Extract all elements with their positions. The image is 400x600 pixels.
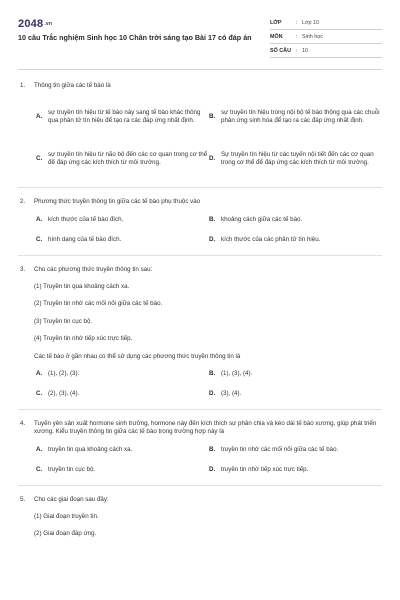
question-divider [18,187,382,188]
question-number: 3. [20,265,26,273]
option-text: (1), (3), (4). [221,370,253,378]
option-c[interactable] [36,466,209,474]
question-text: Phương thức truyền thông tin giữa các tế bào phụ thuộc vào [34,198,201,206]
site-logo[interactable] [18,18,52,30]
statement-item: (1) Truyền tin qua khoảng cách xa. [34,283,130,291]
option-d[interactable] [209,141,382,177]
option-letter: A. [36,113,43,121]
question-stem [18,496,382,504]
options [36,216,382,245]
option-text: truyền tin cục bộ. [48,466,96,474]
option-b[interactable] [209,446,382,454]
question-text: Thông tin giữa các tế bào là [34,82,111,89]
meta-row-subject: MÔN : Sinh học [270,30,382,44]
question-text: Cho các phương thức truyền thông tin sau: [34,265,153,273]
option-text: sự truyền tín hiệu trong nội bộ tế bào thông qua các chuỗi phản ứng sinh hóa để tạo ra các đáp ứng nhất định. [221,109,380,125]
question-list [18,82,382,539]
option-letter: D. [209,390,216,398]
statement-item: (3) Truyền tin cục bộ. [34,317,93,325]
question-divider [18,255,382,256]
option-text: sự truyền tín hiệu từ tế bào này sang tế bào khác thông qua phân tử tín hiệu để tạo ra các đáp ứng nhất định. [48,109,201,125]
option-c[interactable] [36,236,209,244]
meta-value: Sinh học [302,34,323,40]
option-a[interactable] [36,370,209,378]
option-text: hình dạng của tế bào đích. [48,236,122,244]
question-stem [18,420,382,437]
options [36,446,382,475]
option-c[interactable] [36,390,209,398]
option-c[interactable] [36,141,209,177]
option-letter: B. [209,445,216,453]
option-b[interactable] [209,99,382,135]
option-letter: D. [209,155,216,163]
statement-item: (4) Truyền tin nhờ tiếp xúc trực tiếp. [34,335,133,343]
option-letter: C. [36,155,43,163]
document-meta [270,16,382,58]
document-title: 10 câu Trắc nghiệm Sinh học 10 Chân trời sáng tạo Bài 17 có đáp án [18,33,252,42]
option-text: (3), (4). [221,390,242,398]
question-number: 2. [20,198,26,206]
option-letter: D. [209,236,216,244]
option-text: truyền tin qua khoảng cách xa. [48,445,133,453]
document-header [18,12,382,62]
question-stem [18,266,382,274]
question-5 [18,496,382,539]
option-d[interactable] [209,466,382,474]
question-number: 5. [20,495,26,503]
logo-suffix: .vn [44,21,53,28]
question-number: 4. [20,419,26,427]
option-letter: D. [209,466,216,474]
option-letter: A. [36,370,43,378]
question-text: Tuyến yên sản xuất hormone sinh trưởng, hormone này đến kích thích sự phân chia và kéo dài tế bào xương, giúp phát triển xương. Kiểu truyền thông tin giữa các tế bào trong trường hợp này là [34,419,377,436]
statement-item: (1) Giai đoạn truyền tin. [34,512,99,520]
question-number: 1. [20,82,26,89]
meta-row-grade: LỚP : Lớp 10 [270,16,382,30]
question-stem [18,82,382,90]
question-stem [18,198,382,206]
question-divider [18,485,382,486]
option-letter: C. [36,236,43,244]
question-2 [18,198,382,244]
header-divider [18,69,382,70]
option-text: (1), (2), (3). [48,370,80,378]
meta-value: 10 [302,48,308,54]
question-1 [18,82,382,177]
option-text: kích thước của tế bào đích. [48,215,124,223]
question-divider [18,409,382,410]
option-a[interactable] [36,99,209,135]
option-letter: A. [36,445,43,453]
option-letter: B. [209,215,216,223]
option-letter: C. [36,466,43,474]
option-text: (2), (3), (4). [48,390,80,398]
meta-row-count: SỐ CÂU : 10 [270,44,382,58]
meta-value: Lớp 10 [302,20,320,26]
meta-key: LỚP [270,20,282,26]
option-letter: A. [36,215,43,223]
option-a[interactable] [36,446,209,454]
question-4 [18,420,382,475]
logo-main: 2048 [18,18,44,30]
option-text: truyền tin nhờ tiếp xúc trực tiếp. [221,466,309,474]
statement-item: (2) Truyền tin nhờ các mối nối giữa các tế bào. [34,300,163,308]
option-text: khoảng cách giữa các tế bào. [221,215,303,223]
option-d[interactable] [209,390,382,398]
question-3 [18,266,382,399]
option-a[interactable] [36,216,209,224]
option-d[interactable] [209,236,382,244]
statement-item: (2) Giai đoạn đáp ứng. [34,530,97,538]
option-letter: C. [36,390,43,398]
meta-key: SỐ CÂU [270,48,291,54]
option-b[interactable] [209,370,382,378]
question-prompt: Các tế bào ở gần nhau có thể sử dụng các phương thức truyền thông tin là [34,352,241,360]
option-letter: B. [209,113,216,121]
option-letter: B. [209,370,216,378]
question-text: Cho các giai đoạn sau đây: [34,495,109,503]
option-text: kích thước của các phân tử tín hiệu. [221,236,321,244]
options [36,99,382,177]
meta-key: MÔN [270,34,283,40]
option-text: truyền tin nhờ các mối nối giữa các tế bào. [221,445,339,453]
option-text: Sự truyền tín hiệu từ các tuyến nội tiết đến các cơ quan trong cơ thể để đáp ứng các kích thích từ môi trường. [221,151,374,167]
option-text: sự truyền tín hiệu từ não bộ đến các cơ quan trong cơ thể để đáp ứng các kích thích từ môi trường. [48,151,208,167]
options [36,370,382,399]
option-b[interactable] [209,216,382,224]
